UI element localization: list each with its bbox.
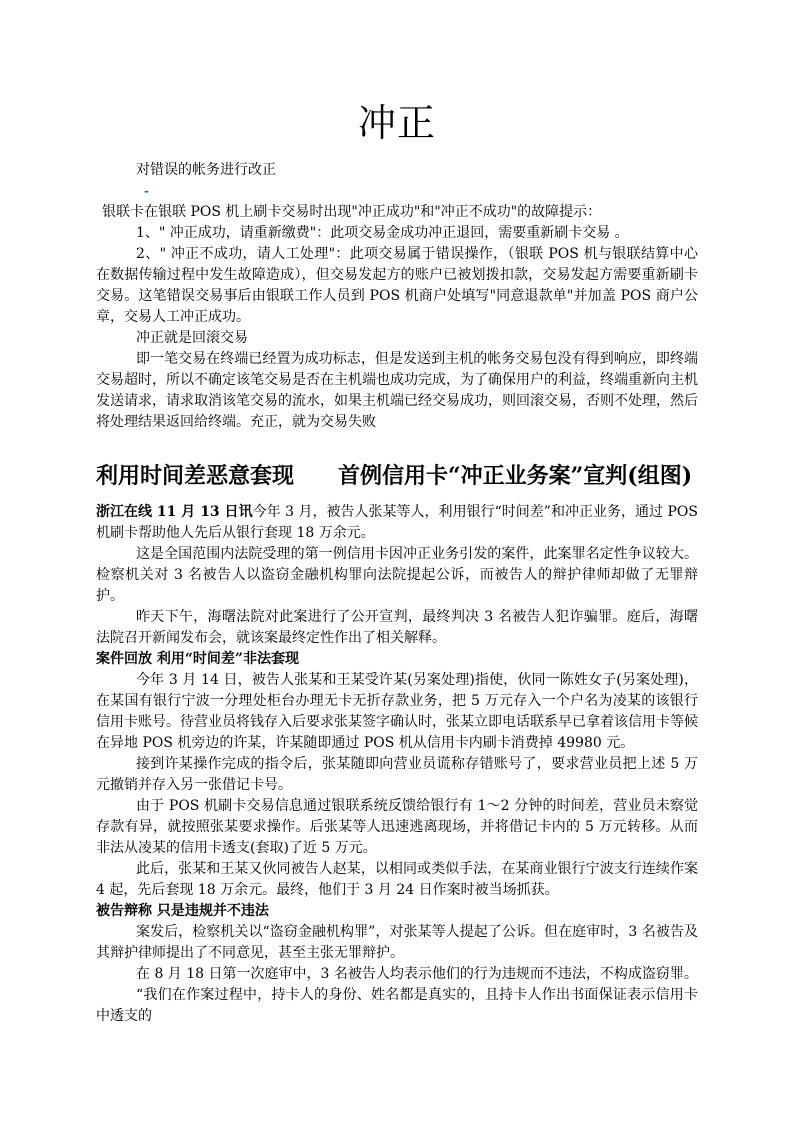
paragraph-defense-2: 在 8 月 18 日第一次庭审中，3 名被告人均表示他们的行为违规而不违法，不构成盗窃罪。 — [136, 966, 698, 982]
paragraph-verdict: 昨天下午，海曙法院对此案进行了公开宣判，最终判决 3 名被告人犯诈骗罪。庭后，海曙法院召开新闻发布会，就该案最终定性作出了相关解释。 — [96, 609, 698, 646]
paragraph-case-overview: 这是全国范围内法院受理的第一例信用卡因冲正业务引发的案件，此案罪名定性争议较大。检察机关对 3 名被告人以盗窃金融机构罪向法院提起公诉，而被告人的辩护律师却做了无罪辩护。 — [96, 546, 698, 604]
doc-subtitle: 对错误的帐务进行改正 — [136, 162, 276, 178]
paragraph-case-detail-1: 今年 3 月 14 日，被告人张某和王某受许某(另案处理)指使，伙同一陈姓女子(另案处理)，在某国有银行宁波一分理处柜台办理无卡无折存款业务，把 5 万元存入一个户名为凌某的该银行信用卡账号。待营业员将钱存入后要求张某签字确认时，张某立即电话联系早已拿着该信用卡等候在异地 POS 机旁边的许某，许某随即通过 POS 机从信用卡内刷卡消费掉 49980 元。 — [96, 672, 698, 751]
doc-title: 冲正 — [357, 101, 436, 145]
article-dateline: 浙江在线 11 月 13 日讯 — [96, 504, 253, 520]
paragraph-article-lead — [96, 502, 698, 544]
article-lead-text: 今年 3 月，被告人张某等人，利用银行“时间差”和冲正业务，通过 POS 机刷卡帮助他人先后从银行套现 18 万余元。 — [96, 504, 699, 541]
paragraph-case-detail-4: 此后，张某和王某又伙同被告人赵某，以相同或类似手法，在某商业银行宁波支行连续作案 4 起，先后套现 18 万余元。最终，他们于 3 月 24 日作案时被当场抓获。 — [96, 861, 698, 898]
paragraph-item-2: 2、" 冲正不成功，请人工处理"：此项交易属于错误操作，（银联 POS 机与银联结算中心在数据传输过程中发生故障造成），但交易发起方的账户已被划拨扣款，交易发起方需要重新刷卡交易。这笔错误交易事后由银联工作人员到 POS 机商户处填写"同意退款单"并加盖 POS 商户公章，交易人工冲正成功。 — [96, 246, 698, 325]
paragraph-defense-quote: “我们在作案过程中，持卡人的身份、姓名都是真实的，且持卡人作出书面保证表示信用卡中透支的 — [96, 987, 698, 1024]
inline-link-dash[interactable]: - — [144, 184, 149, 198]
paragraph-defense-1: 案发后，检察机关以“盗窃金融机构罪”，对张某等人提起了公诉。但在庭审时，3 名被告及其辩护律师提出了不同意见，甚至主张无罪辩护。 — [96, 924, 698, 961]
paragraph-case-detail-3: 由于 POS 机刷卡交易信息通过银联系统反馈给银行有 1～2 分钟的时间差，营业员未察觉存款有异，就按照张某要求操作。后张某等人迅速逃离现场，并将借记卡内的 5 万元转移。从而非法从凌某的信用卡透支(套取)了近 5 万元。 — [96, 798, 698, 856]
paragraph-item-1: 1、" 冲正成功，请重新缴费"：此项交易金成功冲正退回，需要重新刷卡交易 。 — [136, 225, 629, 241]
link-marker-line — [96, 181, 698, 202]
subhead-case-replay: 案件回放 利用“时间差”非法套现 — [96, 651, 299, 667]
subhead-defense: 被告辩称 只是违规并不违法 — [96, 903, 269, 919]
article-heading: 利用时间差恶意套现 首例信用卡“冲正业务案”宣判(组图) — [96, 463, 693, 489]
paragraph-rollback-lead: 冲正就是回滚交易 — [136, 330, 248, 346]
paragraph-unionpay-intro: 银联卡在银联 POS 机上刷卡交易时出现"冲正成功"和"冲正不成功"的故障提示： — [102, 204, 602, 220]
paragraph-rollback-detail: 即一笔交易在终端已经置为成功标志，但是发送到主机的帐务交易包没有得到响应，即终端交易超时，所以不确定该笔交易是否在主机端也成功完成，为了确保用户的利益，终端重新向主机发送请求，请求取消该笔交易的流水，如果主机端已经交易成功，则回滚交易，否则不处理，然后将处理结果返回给终端。充正，就为交易失败 — [96, 351, 698, 430]
paragraph-case-detail-2: 接到许某操作完成的指令后，张某随即向营业员谎称存错账号了，要求营业员把上述 5 万元撤销并存入另一张借记卡号。 — [96, 756, 698, 793]
